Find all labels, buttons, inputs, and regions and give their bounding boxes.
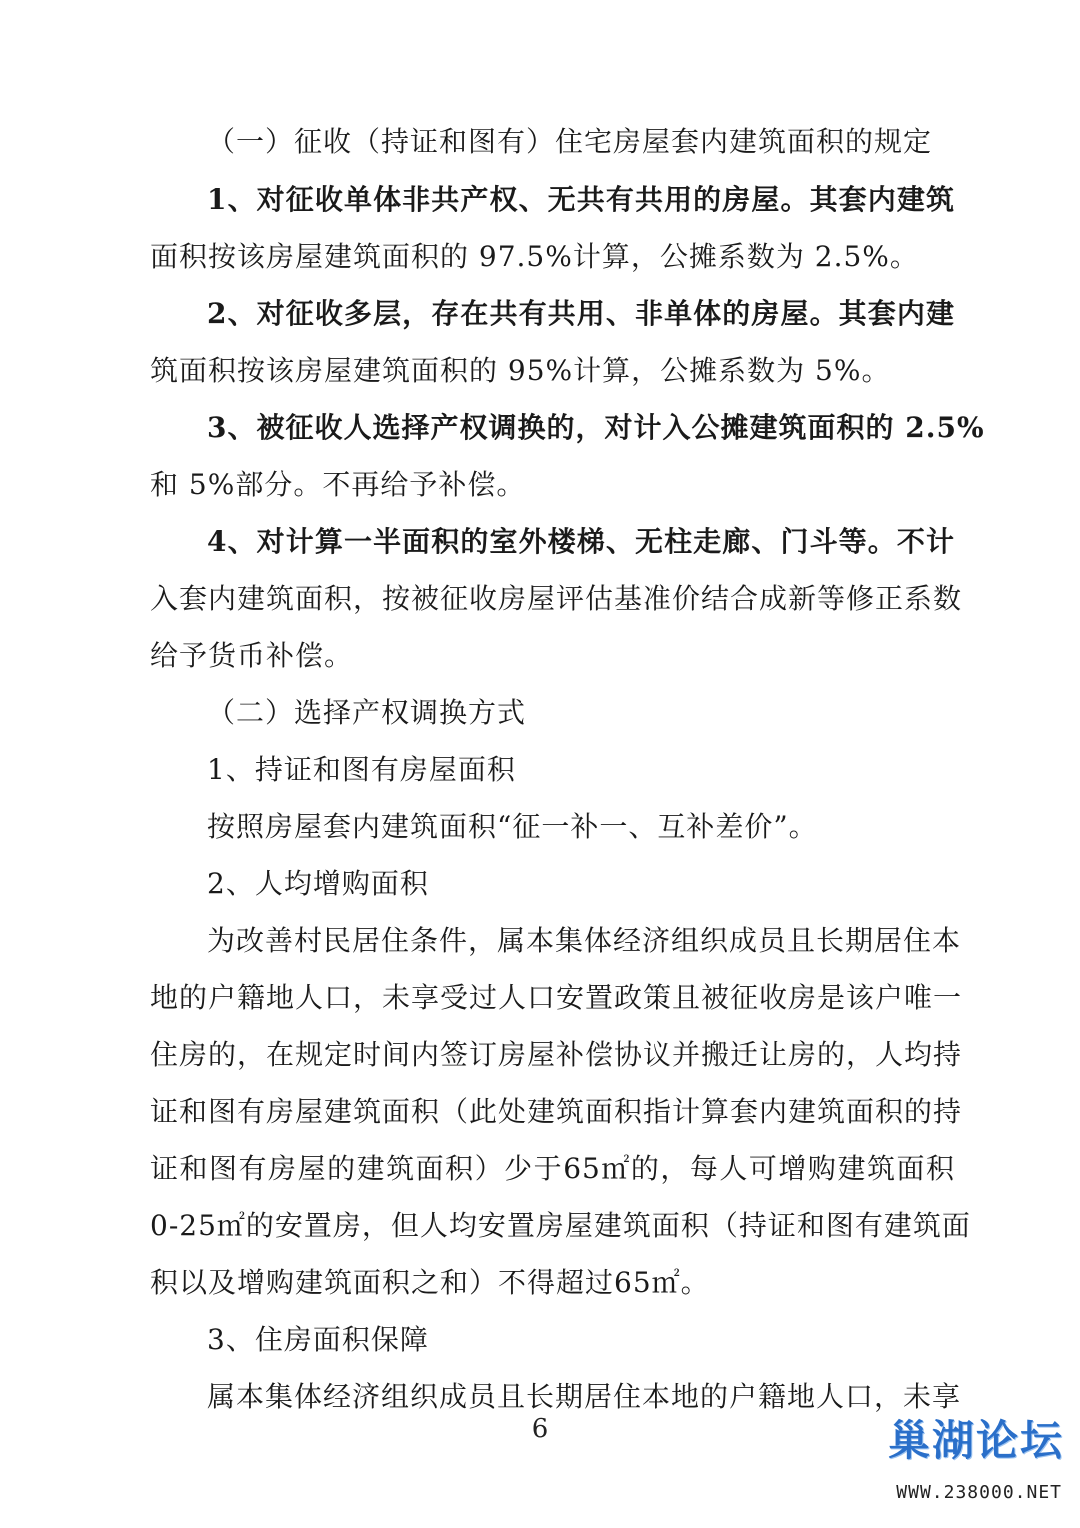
paragraph-line: 面积按该房屋建筑面积的 97.5%计算，公摊系数为 2.5%。 [150,240,919,273]
paragraph-line: 筑面积按该房屋建筑面积的 95%计算，公摊系数为 5%。 [150,354,891,387]
paragraph-line: 0-25㎡的安置房，但人均安置房屋建筑面积（持证和图有建筑面 [150,1209,971,1242]
subheading: 3、住房面积保障 [207,1323,429,1356]
paragraph-line: 给予货币补偿。 [150,639,354,672]
watermark-url: WWW.238000.NET [896,1482,1062,1503]
paragraph-line: 1、对征收单体非共产权、无共有共用的房屋。其套内建筑 [207,183,955,216]
page-number: 6 [531,1414,549,1444]
section-heading-1: （一）征收（持证和图有）住宅房屋套内建筑面积的规定 [207,125,933,158]
paragraph-line: 地的户籍地人口，未享受过人口安置政策且被征收房是该户唯一 [150,981,963,1014]
paragraph-line: 2、对征收多层，存在共有共用、非单体的房屋。其套内建 [207,297,955,330]
paragraph-line: 证和图有房屋建筑面积（此处建筑面积指计算套内建筑面积的持 [150,1095,963,1128]
paragraph-line: 属本集体经济组织成员且长期居住本地的户籍地人口，未享 [207,1380,962,1413]
subheading: 1、持证和图有房屋面积 [207,753,516,786]
paragraph-line: 为改善村民居住条件，属本集体经济组织成员且长期居住本 [207,924,962,957]
section-heading-2: （二）选择产权调换方式 [207,696,527,729]
paragraph-line: 按照房屋套内建筑面积“征一补一、互补差价”。 [207,810,818,843]
watermark-logo-text: 巢湖论坛 [887,1416,1064,1465]
subheading: 2、人均增购面积 [207,867,429,900]
paragraph-line: 3、被征收人选择产权调换的，对计入公摊建筑面积的 2.5% [207,411,985,444]
paragraph-line: 和 5%部分。不再给予补偿。 [150,468,526,501]
paragraph-line: 入套内建筑面积，按被征收房屋评估基准价结合成新等修正系数 [150,582,963,615]
paragraph-line: 积以及增购建筑面积之和）不得超过65㎡。 [150,1266,710,1299]
paragraph-line: 住房的，在规定时间内签订房屋补偿协议并搬迁让房的，人均持 [150,1038,963,1071]
paragraph-line: 证和图有房屋的建筑面积）少于65㎡的，每人可增购建筑面积 [150,1152,955,1185]
site-watermark[interactable] [864,1408,1064,1518]
paragraph-line: 4、对计算一半面积的室外楼梯、无柱走廊、门斗等。不计 [207,525,955,558]
